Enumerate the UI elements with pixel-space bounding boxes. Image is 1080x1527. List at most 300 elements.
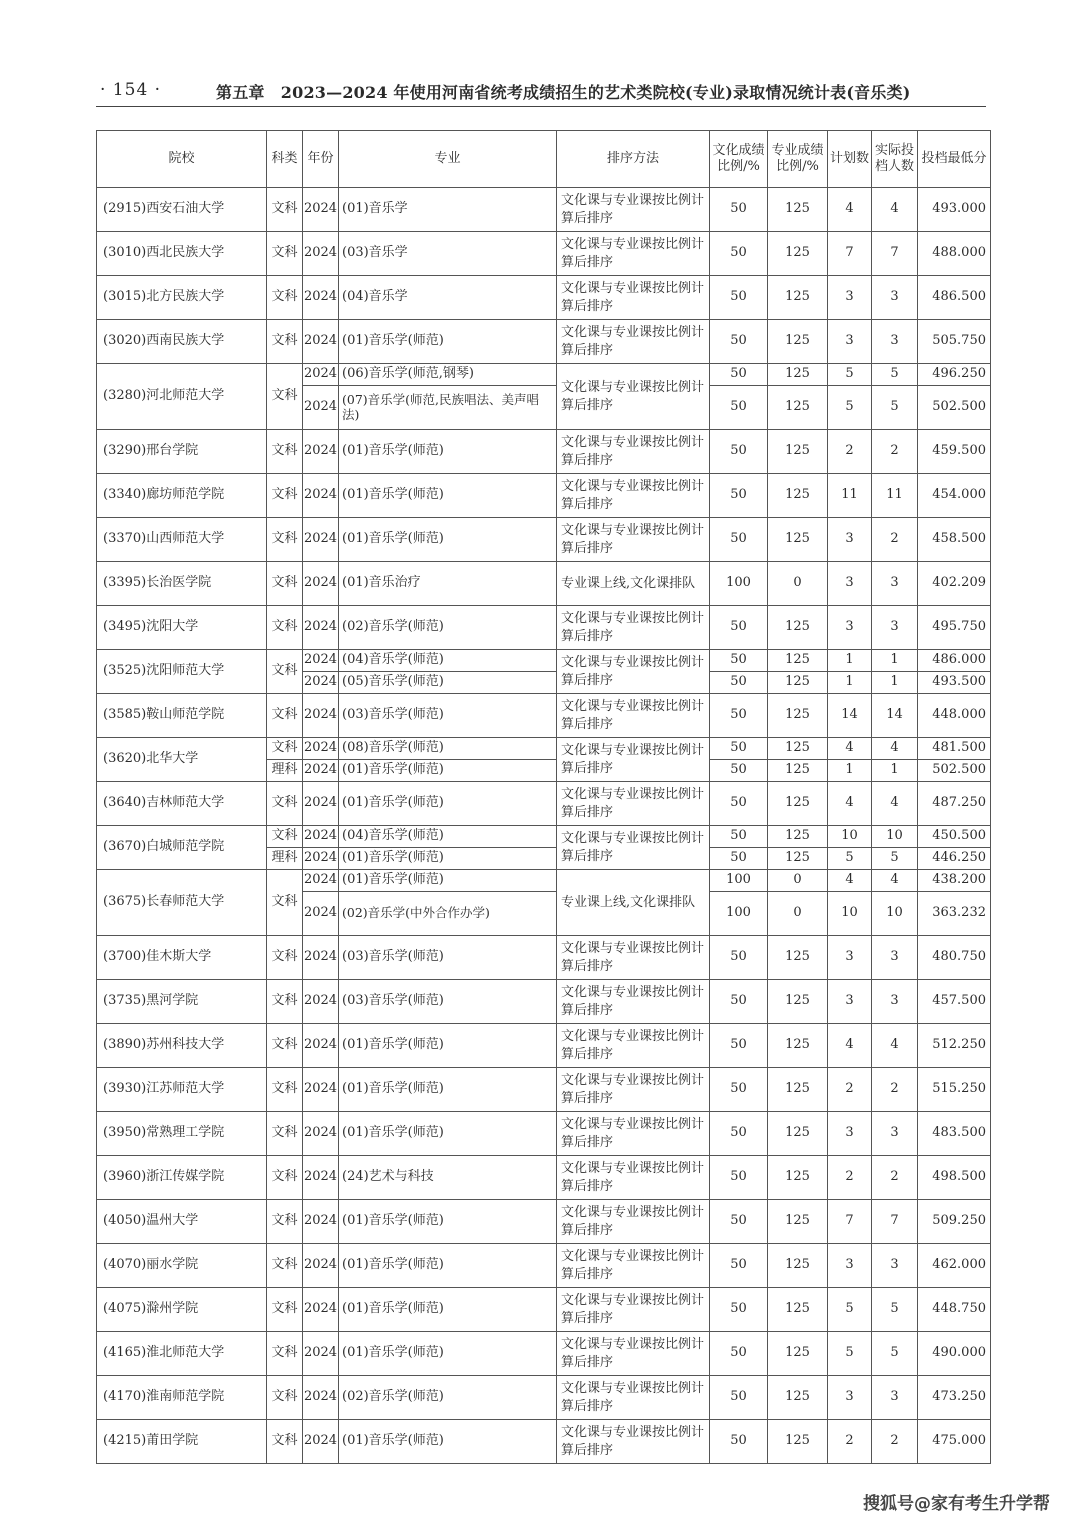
major-ratio: 125 xyxy=(768,232,828,276)
year: 2024 xyxy=(303,1288,339,1332)
major-ratio: 125 xyxy=(768,694,828,738)
major-name: (06)音乐学(师范,钢琴) xyxy=(339,364,557,386)
school-name: (3525)沈阳师范大学 xyxy=(97,650,267,694)
enrolled-count: 4 xyxy=(872,188,918,232)
col-year: 年份 xyxy=(303,131,339,188)
major-name: (01)音乐学(师范) xyxy=(339,1068,557,1112)
enrolled-count: 1 xyxy=(872,672,918,694)
min-score: 480.750 xyxy=(918,936,991,980)
major-ratio: 125 xyxy=(768,848,828,870)
plan-count: 10 xyxy=(828,892,872,936)
page-number: · 154 · xyxy=(100,80,162,100)
major-ratio: 0 xyxy=(768,870,828,892)
major-ratio: 125 xyxy=(768,386,828,430)
table-row xyxy=(97,364,991,386)
min-score: 402.209 xyxy=(918,562,991,606)
culture-ratio: 50 xyxy=(710,936,768,980)
plan-count: 3 xyxy=(828,320,872,364)
enrolled-count: 5 xyxy=(872,1332,918,1376)
culture-ratio: 50 xyxy=(710,232,768,276)
subject-category: 文科 xyxy=(267,1288,303,1332)
min-score: 458.500 xyxy=(918,518,991,562)
ranking-method: 文化课与专业课按比例计算后排序 xyxy=(557,474,710,518)
major-name: (08)音乐学(师范) xyxy=(339,738,557,760)
culture-ratio: 50 xyxy=(710,760,768,782)
ranking-method: 文化课与专业课按比例计算后排序 xyxy=(557,980,710,1024)
min-score: 457.500 xyxy=(918,980,991,1024)
plan-count: 4 xyxy=(828,1024,872,1068)
ranking-method: 文化课与专业课按比例计算后排序 xyxy=(557,1376,710,1420)
source-watermark: 搜狐号@家有考生升学帮 xyxy=(863,1494,1050,1514)
enrolled-count: 14 xyxy=(872,694,918,738)
major-ratio: 125 xyxy=(768,430,828,474)
plan-count: 3 xyxy=(828,1376,872,1420)
school-name: (3735)黑河学院 xyxy=(97,980,267,1024)
year: 2024 xyxy=(303,1024,339,1068)
year: 2024 xyxy=(303,1420,339,1464)
culture-ratio: 50 xyxy=(710,1376,768,1420)
col-enrolled: 实际投档人数 xyxy=(872,131,918,188)
min-score: 450.500 xyxy=(918,826,991,848)
min-score: 448.750 xyxy=(918,1288,991,1332)
plan-count: 10 xyxy=(828,826,872,848)
enrolled-count: 3 xyxy=(872,1376,918,1420)
table-row xyxy=(97,1156,991,1200)
culture-ratio: 50 xyxy=(710,826,768,848)
school-name: (4215)莆田学院 xyxy=(97,1420,267,1464)
table-row xyxy=(97,320,991,364)
enrolled-count: 10 xyxy=(872,892,918,936)
year: 2024 xyxy=(303,232,339,276)
enrolled-count: 4 xyxy=(872,738,918,760)
min-score: 515.250 xyxy=(918,1068,991,1112)
major-ratio: 125 xyxy=(768,936,828,980)
ranking-method: 文化课与专业课按比例计算后排序 xyxy=(557,320,710,364)
year: 2024 xyxy=(303,364,339,386)
major-name: (01)音乐学(师范) xyxy=(339,760,557,782)
year: 2024 xyxy=(303,1244,339,1288)
year: 2024 xyxy=(303,1376,339,1420)
subject-category: 文科 xyxy=(267,1376,303,1420)
col-plan: 计划数 xyxy=(828,131,872,188)
enrolled-count: 3 xyxy=(872,320,918,364)
subject-category: 文科 xyxy=(267,474,303,518)
min-score: 486.000 xyxy=(918,650,991,672)
year: 2024 xyxy=(303,1112,339,1156)
ranking-method: 文化课与专业课按比例计算后排序 xyxy=(557,276,710,320)
plan-count: 2 xyxy=(828,1420,872,1464)
year: 2024 xyxy=(303,848,339,870)
table-row xyxy=(97,738,991,760)
major-ratio: 125 xyxy=(768,1112,828,1156)
ranking-method: 文化课与专业课按比例计算后排序 xyxy=(557,188,710,232)
ranking-method: 文化课与专业课按比例计算后排序 xyxy=(557,738,710,782)
table-row xyxy=(97,1068,991,1112)
culture-ratio: 50 xyxy=(710,1024,768,1068)
culture-ratio: 50 xyxy=(710,474,768,518)
enrolled-count: 5 xyxy=(872,1288,918,1332)
major-ratio: 125 xyxy=(768,1288,828,1332)
enrolled-count: 3 xyxy=(872,980,918,1024)
table-row xyxy=(97,1200,991,1244)
culture-ratio: 50 xyxy=(710,1200,768,1244)
major-name: (01)音乐学(师范) xyxy=(339,1244,557,1288)
ranking-method: 专业课上线,文化课排队 xyxy=(557,870,710,936)
major-name: (02)音乐学(师范) xyxy=(339,1376,557,1420)
ranking-method: 文化课与专业课按比例计算后排序 xyxy=(557,1112,710,1156)
major-name: (01)音乐学(师范) xyxy=(339,1200,557,1244)
major-ratio: 125 xyxy=(768,188,828,232)
major-name: (04)音乐学(师范) xyxy=(339,826,557,848)
major-ratio: 125 xyxy=(768,606,828,650)
enrolled-count: 4 xyxy=(872,782,918,826)
plan-count: 7 xyxy=(828,232,872,276)
major-name: (01)音乐学(师范) xyxy=(339,518,557,562)
ranking-method: 文化课与专业课按比例计算后排序 xyxy=(557,826,710,870)
table-row xyxy=(97,694,991,738)
min-score: 505.750 xyxy=(918,320,991,364)
culture-ratio: 50 xyxy=(710,1112,768,1156)
enrolled-count: 3 xyxy=(872,1244,918,1288)
major-name: (01)音乐治疗 xyxy=(339,562,557,606)
major-name: (01)音乐学(师范) xyxy=(339,474,557,518)
major-ratio: 125 xyxy=(768,1156,828,1200)
culture-ratio: 50 xyxy=(710,1068,768,1112)
major-name: (01)音乐学(师范) xyxy=(339,320,557,364)
major-ratio: 125 xyxy=(768,1376,828,1420)
enrolled-count: 10 xyxy=(872,826,918,848)
culture-ratio: 50 xyxy=(710,1420,768,1464)
year: 2024 xyxy=(303,386,339,430)
subject-category: 文科 xyxy=(267,518,303,562)
subject-category: 文科 xyxy=(267,738,303,760)
major-ratio: 125 xyxy=(768,980,828,1024)
ranking-method: 文化课与专业课按比例计算后排序 xyxy=(557,1332,710,1376)
subject-category: 文科 xyxy=(267,606,303,650)
school-name: (4170)淮南师范学院 xyxy=(97,1376,267,1420)
plan-count: 3 xyxy=(828,1244,872,1288)
col-school: 院校 xyxy=(97,131,267,188)
subject-category: 理科 xyxy=(267,760,303,782)
min-score: 438.200 xyxy=(918,870,991,892)
school-name: (3280)河北师范大学 xyxy=(97,364,267,430)
plan-count: 7 xyxy=(828,1200,872,1244)
plan-count: 3 xyxy=(828,518,872,562)
subject-category: 文科 xyxy=(267,936,303,980)
school-name: (2915)西安石油大学 xyxy=(97,188,267,232)
table-row xyxy=(97,826,991,848)
table-row xyxy=(97,606,991,650)
ranking-method: 文化课与专业课按比例计算后排序 xyxy=(557,782,710,826)
table-row xyxy=(97,430,991,474)
year: 2024 xyxy=(303,694,339,738)
plan-count: 5 xyxy=(828,386,872,430)
enrolled-count: 4 xyxy=(872,1024,918,1068)
subject-category: 文科 xyxy=(267,232,303,276)
culture-ratio: 50 xyxy=(710,848,768,870)
table-row xyxy=(97,1332,991,1376)
subject-category: 文科 xyxy=(267,980,303,1024)
enrolled-count: 3 xyxy=(872,606,918,650)
plan-count: 1 xyxy=(828,650,872,672)
min-score: 363.232 xyxy=(918,892,991,936)
culture-ratio: 100 xyxy=(710,562,768,606)
year: 2024 xyxy=(303,474,339,518)
min-score: 490.000 xyxy=(918,1332,991,1376)
year: 2024 xyxy=(303,782,339,826)
subject-category: 文科 xyxy=(267,1024,303,1068)
plan-count: 5 xyxy=(828,1288,872,1332)
school-name: (3620)北华大学 xyxy=(97,738,267,782)
plan-count: 5 xyxy=(828,1332,872,1376)
major-ratio: 125 xyxy=(768,364,828,386)
culture-ratio: 50 xyxy=(710,386,768,430)
enrolled-count: 3 xyxy=(872,562,918,606)
plan-count: 3 xyxy=(828,936,872,980)
culture-ratio: 50 xyxy=(710,694,768,738)
major-name: (04)音乐学(师范) xyxy=(339,650,557,672)
min-score: 459.500 xyxy=(918,430,991,474)
year: 2024 xyxy=(303,892,339,936)
table-row xyxy=(97,1420,991,1464)
major-name: (02)音乐学(中外合作办学) xyxy=(339,892,557,936)
culture-ratio: 50 xyxy=(710,650,768,672)
culture-ratio: 50 xyxy=(710,276,768,320)
min-score: 498.500 xyxy=(918,1156,991,1200)
school-name: (3960)浙江传媒学院 xyxy=(97,1156,267,1200)
plan-count: 5 xyxy=(828,364,872,386)
school-name: (3675)长春师范大学 xyxy=(97,870,267,936)
major-ratio: 125 xyxy=(768,1024,828,1068)
subject-category: 文科 xyxy=(267,364,303,430)
enrolled-count: 2 xyxy=(872,430,918,474)
school-name: (3015)北方民族大学 xyxy=(97,276,267,320)
col-culture-ratio: 文化成绩比例/% xyxy=(710,131,768,188)
major-ratio: 0 xyxy=(768,892,828,936)
ranking-method: 专业课上线,文化课排队 xyxy=(557,562,710,606)
table-row xyxy=(97,870,991,892)
year: 2024 xyxy=(303,518,339,562)
subject-category: 文科 xyxy=(267,1420,303,1464)
school-name: (3930)江苏师范大学 xyxy=(97,1068,267,1112)
table-row xyxy=(97,782,991,826)
major-name: (03)音乐学(师范) xyxy=(339,980,557,1024)
major-name: (04)音乐学 xyxy=(339,276,557,320)
ranking-method: 文化课与专业课按比例计算后排序 xyxy=(557,518,710,562)
year: 2024 xyxy=(303,826,339,848)
plan-count: 2 xyxy=(828,1068,872,1112)
major-name: (01)音乐学(师范) xyxy=(339,430,557,474)
table-row xyxy=(97,562,991,606)
major-name: (05)音乐学(师范) xyxy=(339,672,557,694)
ranking-method: 文化课与专业课按比例计算后排序 xyxy=(557,1024,710,1068)
col-category: 科类 xyxy=(267,131,303,188)
culture-ratio: 50 xyxy=(710,980,768,1024)
major-ratio: 125 xyxy=(768,1068,828,1112)
year: 2024 xyxy=(303,320,339,364)
table-row xyxy=(97,276,991,320)
subject-category: 文科 xyxy=(267,1156,303,1200)
major-ratio: 125 xyxy=(768,1244,828,1288)
major-ratio: 125 xyxy=(768,1200,828,1244)
plan-count: 3 xyxy=(828,1112,872,1156)
enrolled-count: 1 xyxy=(872,650,918,672)
year: 2024 xyxy=(303,606,339,650)
major-name: (03)音乐学(师范) xyxy=(339,936,557,980)
culture-ratio: 100 xyxy=(710,892,768,936)
year: 2024 xyxy=(303,276,339,320)
culture-ratio: 50 xyxy=(710,364,768,386)
school-name: (4050)温州大学 xyxy=(97,1200,267,1244)
subject-category: 文科 xyxy=(267,826,303,848)
major-name: (01)音乐学(师范) xyxy=(339,1024,557,1068)
min-score: 462.000 xyxy=(918,1244,991,1288)
plan-count: 3 xyxy=(828,276,872,320)
plan-count: 4 xyxy=(828,782,872,826)
subject-category: 文科 xyxy=(267,1068,303,1112)
min-score: 486.500 xyxy=(918,276,991,320)
school-name: (3340)廊坊师范学院 xyxy=(97,474,267,518)
year: 2024 xyxy=(303,980,339,1024)
culture-ratio: 50 xyxy=(710,430,768,474)
year: 2024 xyxy=(303,760,339,782)
culture-ratio: 50 xyxy=(710,320,768,364)
subject-category: 文科 xyxy=(267,650,303,694)
min-score: 496.250 xyxy=(918,364,991,386)
culture-ratio: 50 xyxy=(710,518,768,562)
min-score: 509.250 xyxy=(918,1200,991,1244)
subject-category: 文科 xyxy=(267,782,303,826)
ranking-method: 文化课与专业课按比例计算后排序 xyxy=(557,1200,710,1244)
min-score: 502.500 xyxy=(918,760,991,782)
min-score: 483.500 xyxy=(918,1112,991,1156)
col-major-ratio: 专业成绩比例/% xyxy=(768,131,828,188)
major-ratio: 0 xyxy=(768,562,828,606)
school-name: (4165)淮北师范大学 xyxy=(97,1332,267,1376)
major-ratio: 125 xyxy=(768,320,828,364)
min-score: 446.250 xyxy=(918,848,991,870)
plan-count: 1 xyxy=(828,760,872,782)
subject-category: 文科 xyxy=(267,1332,303,1376)
enrolled-count: 3 xyxy=(872,276,918,320)
col-min-score: 投档最低分 xyxy=(918,131,991,188)
min-score: 473.250 xyxy=(918,1376,991,1420)
year: 2024 xyxy=(303,430,339,474)
subject-category: 文科 xyxy=(267,694,303,738)
major-name: (01)音乐学(师范) xyxy=(339,870,557,892)
subject-category: 文科 xyxy=(267,430,303,474)
enrolled-count: 5 xyxy=(872,364,918,386)
school-name: (3890)苏州科技大学 xyxy=(97,1024,267,1068)
ranking-method: 文化课与专业课按比例计算后排序 xyxy=(557,694,710,738)
enrolled-count: 2 xyxy=(872,1156,918,1200)
plan-count: 2 xyxy=(828,430,872,474)
culture-ratio: 50 xyxy=(710,1156,768,1200)
enrolled-count: 2 xyxy=(872,1420,918,1464)
enrolled-count: 2 xyxy=(872,518,918,562)
table-row xyxy=(97,650,991,672)
major-ratio: 125 xyxy=(768,1332,828,1376)
plan-count: 3 xyxy=(828,606,872,650)
year: 2024 xyxy=(303,562,339,606)
ranking-method: 文化课与专业课按比例计算后排序 xyxy=(557,1244,710,1288)
year: 2024 xyxy=(303,738,339,760)
ranking-method: 文化课与专业课按比例计算后排序 xyxy=(557,1288,710,1332)
year: 2024 xyxy=(303,188,339,232)
major-ratio: 125 xyxy=(768,782,828,826)
table-row xyxy=(97,936,991,980)
min-score: 493.000 xyxy=(918,188,991,232)
subject-category: 理科 xyxy=(267,848,303,870)
enrolled-count: 5 xyxy=(872,386,918,430)
major-name: (01)音乐学(师范) xyxy=(339,1332,557,1376)
major-name: (01)音乐学(师范) xyxy=(339,1420,557,1464)
plan-count: 14 xyxy=(828,694,872,738)
major-name: (01)音乐学(师范) xyxy=(339,782,557,826)
year: 2024 xyxy=(303,650,339,672)
ranking-method: 文化课与专业课按比例计算后排序 xyxy=(557,606,710,650)
culture-ratio: 50 xyxy=(710,188,768,232)
school-name: (3370)山西师范大学 xyxy=(97,518,267,562)
subject-category: 文科 xyxy=(267,1244,303,1288)
subject-category: 文科 xyxy=(267,320,303,364)
min-score: 493.500 xyxy=(918,672,991,694)
major-ratio: 125 xyxy=(768,276,828,320)
school-name: (3290)邢台学院 xyxy=(97,430,267,474)
major-ratio: 125 xyxy=(768,1420,828,1464)
school-name: (4075)滁州学院 xyxy=(97,1288,267,1332)
enrolled-count: 1 xyxy=(872,760,918,782)
min-score: 488.000 xyxy=(918,232,991,276)
table-row xyxy=(97,980,991,1024)
plan-count: 1 xyxy=(828,672,872,694)
major-ratio: 125 xyxy=(768,760,828,782)
culture-ratio: 50 xyxy=(710,1332,768,1376)
table-row xyxy=(97,1244,991,1288)
major-name: (01)音乐学(师范) xyxy=(339,848,557,870)
major-ratio: 125 xyxy=(768,826,828,848)
enrolled-count: 2 xyxy=(872,1068,918,1112)
school-name: (3495)沈阳大学 xyxy=(97,606,267,650)
major-ratio: 125 xyxy=(768,672,828,694)
school-name: (3950)常熟理工学院 xyxy=(97,1112,267,1156)
major-name: (01)音乐学 xyxy=(339,188,557,232)
ranking-method: 文化课与专业课按比例计算后排序 xyxy=(557,1420,710,1464)
enrolled-count: 4 xyxy=(872,870,918,892)
ranking-method: 文化课与专业课按比例计算后排序 xyxy=(557,650,710,694)
year: 2024 xyxy=(303,1200,339,1244)
culture-ratio: 50 xyxy=(710,672,768,694)
ranking-method: 文化课与专业课按比例计算后排序 xyxy=(557,936,710,980)
table-row xyxy=(97,1112,991,1156)
major-name: (07)音乐学(师范,民族唱法、美声唱法) xyxy=(339,386,557,430)
major-ratio: 125 xyxy=(768,650,828,672)
year: 2024 xyxy=(303,672,339,694)
header-rule xyxy=(96,106,986,107)
ranking-method: 文化课与专业课按比例计算后排序 xyxy=(557,1068,710,1112)
school-name: (3395)长治医学院 xyxy=(97,562,267,606)
ranking-method: 文化课与专业课按比例计算后排序 xyxy=(557,1156,710,1200)
school-name: (4070)丽水学院 xyxy=(97,1244,267,1288)
table-body xyxy=(97,188,991,1464)
plan-count: 4 xyxy=(828,870,872,892)
col-major: 专业 xyxy=(339,131,557,188)
school-name: (3640)吉林师范大学 xyxy=(97,782,267,826)
major-ratio: 125 xyxy=(768,518,828,562)
school-name: (3700)佳木斯大学 xyxy=(97,936,267,980)
subject-category: 文科 xyxy=(267,562,303,606)
min-score: 495.750 xyxy=(918,606,991,650)
